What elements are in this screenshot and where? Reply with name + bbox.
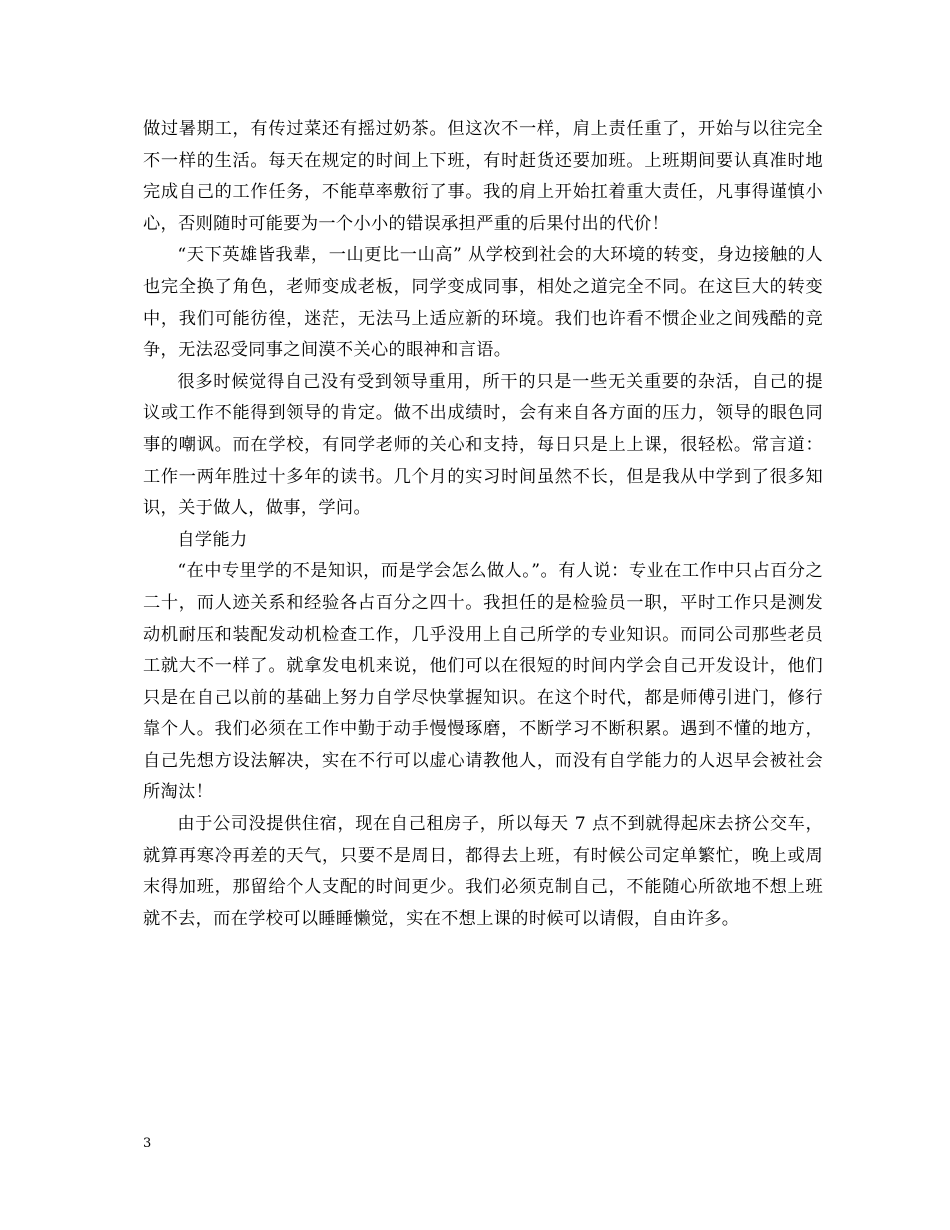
paragraph-commute: 由于公司没提供住宿，现在自己租房子，所以每天 7 点不到就得起床去挤公交车，就算再寒冷再差的天气，只要不是周日，都得去上班，有时候公司定单繁忙，晚上或周末得加班，那留给个人支配的时间更少。我们必须克制自己，不能随心所欲地不想上班就不去，而在学校可以睡睡懒觉，实在不想上课的时候可以请假，自由许多。 bbox=[143, 814, 823, 929]
section-heading: 自学能力 bbox=[177, 529, 248, 550]
page-content bbox=[143, 114, 823, 935]
paragraph-continuation: 做过暑期工，有传过菜还有摇过奶茶。但这次不一样，肩上责任重了，开始与以往完全不一样的生活。每天在规定的时间上下班，有时赶货还要加班。上班期间要认真准时地完成自己的工作任务，不能草率敷衍了事。我的肩上开始扛着重大责任，凡事得谨慎小心，否则随时可能要为一个小小的错误承担严重的后果付出的代价！ bbox=[143, 119, 823, 234]
page-number: 3 bbox=[143, 1136, 152, 1151]
paragraph-self-study: “在中专里学的不是知识，而是学会怎么做人。”。有人说：专业在工作中只占百分之二十，而人迹关系和经验各占百分之四十。我担任的是检验员一职，平时工作只是测发动机耐压和装配发动机检查工作，几乎没用上自己所学的专业知识。而同公司那些老员工就大不一样了。就拿发电机来说，他们可以在很短的时间内学会自己开发设计，他们只是在自己以前的基础上努力自学尽快掌握知识。在这个时代，都是师傅引进门，修行靠个人。我们必须在工作中勤于动手慢慢琢磨，不断学习不断积累。遇到不懂的地方，自己先想方设法解决，实在不行可以虚心请教他人，而没有自学能力的人迟早会被社会所淘汰！ bbox=[143, 561, 823, 803]
paragraph-quote-heroes: “天下英雄皆我辈，一山更比一山高” 从学校到社会的大环境的转变，身边接触的人也完全换了角色，老师变成老板，同学变成同事，相处之道完全不同。在这巨大的转变中，我们可能彷徨，迷茫，无法马上适应新的环境。我们也许看不惯企业之间残酷的竞争，无法忍受同事之间漠不关心的眼神和言语。 bbox=[143, 245, 823, 361]
paragraph-leadership: 很多时候觉得自己没有受到领导重用，所干的只是一些无关重要的杂活，自己的提议或工作不能得到领导的肯定。做不出成绩时，会有来自各方面的压力，领导的眼色同事的嘲讽。而在学校，有同学老师的关心和支持，每日只是上上课，很轻松。常言道：工作一两年胜过十多年的读书。几个月的实习时间虽然不长，但是我从中学到了很多知识，关于做人，做事，学问。 bbox=[143, 371, 823, 519]
